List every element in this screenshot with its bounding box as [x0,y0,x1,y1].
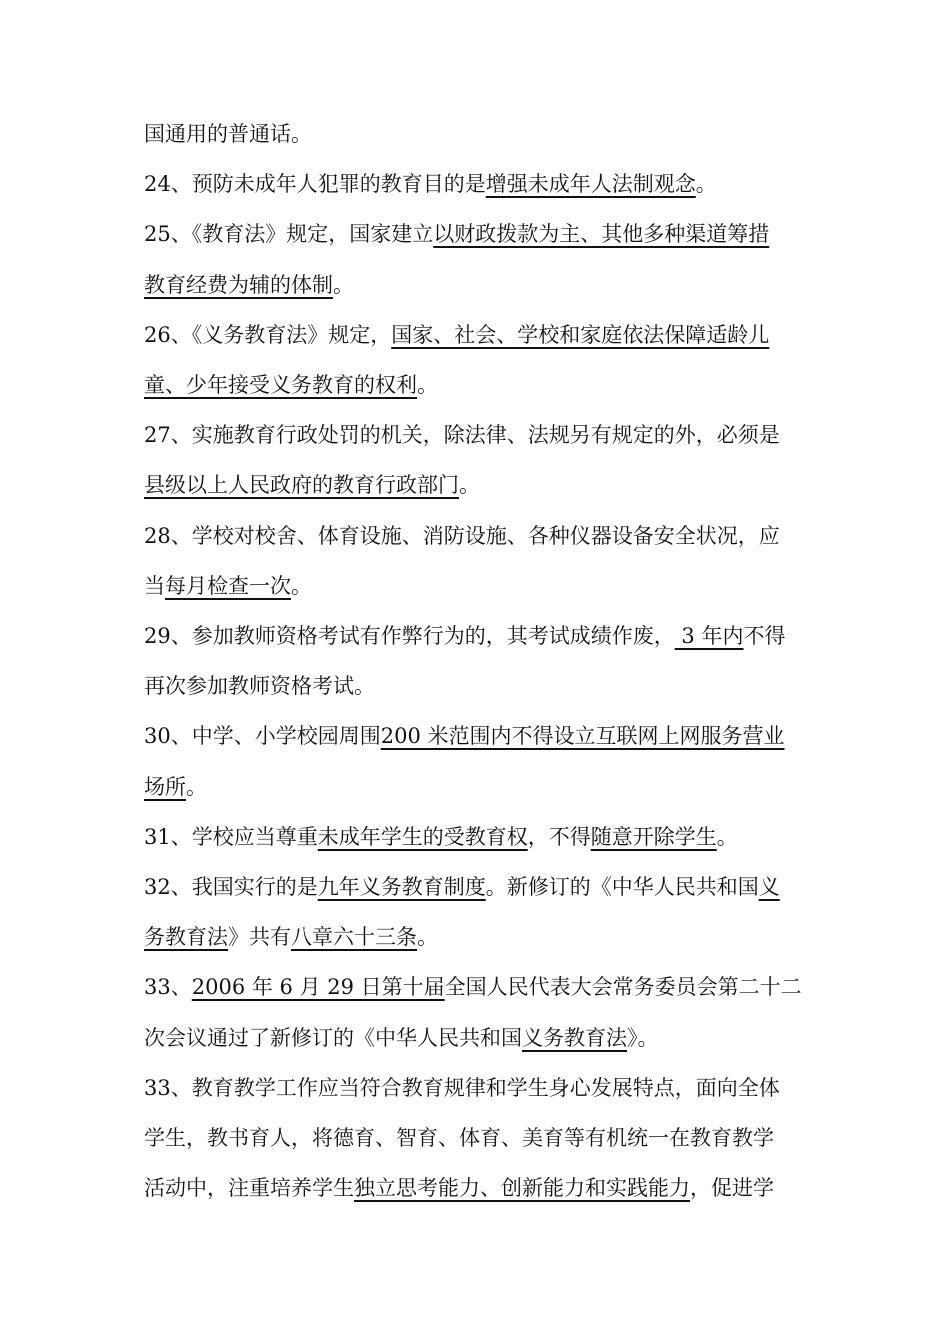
text-line [144,614,816,658]
text-segment: 不得 [743,624,786,648]
underlined-answer: 国家、社会、学校和家庭依法保障适龄儿 [391,322,770,347]
underlined-answer: 九年义务教育制度 [317,875,486,899]
text-segment: 再次参加教师资格考试。 [144,674,375,699]
text-segment: 。 [333,272,354,297]
underlined-answer: 八章六十三条 [291,925,417,950]
text-line [144,514,816,558]
text-line [144,714,816,758]
text-segment: 次会议通过了新修订的《中华人民共和国 [144,1025,522,1050]
text-segment: 28、学校对校舍、体育设施、消防设施、各种仪器设备安全状况，应 [144,523,780,548]
text-segment: 》。 [627,1025,659,1050]
underlined-answer: 独立思考能力、创新能力和实践能力 [354,1176,690,1201]
text-segment: 25、《教育法》规定，国家建立 [144,222,434,247]
text-segment: 24、预防未成年人犯罪的教育目的是 [144,172,486,197]
text-segment: ，不得 [527,824,591,849]
text-segment: 30、中学、小学校园周围 [144,724,381,749]
text-line [144,865,816,909]
text-segment: 。 [695,172,717,197]
text-line [144,212,816,256]
text-line [144,413,816,457]
text-segment: ，促进学 [690,1176,774,1201]
underlined-answer: 3 年内 [674,624,744,648]
text-line [144,263,816,307]
underlined-answer: 务教育法 [144,925,228,950]
text-segment: 学生，教书育人，将德育、智育、体育、美育等有机统一在教育教学 [144,1126,774,1150]
text-segment: 。新修订的《中华人民共和国 [485,875,759,899]
text-line [144,463,816,507]
text-line [144,915,816,959]
text-line [144,313,816,357]
text-line [144,815,816,859]
text-line [144,1066,816,1110]
text-line [144,765,816,809]
text-segment: 31、学校应当尊重 [144,824,318,849]
underlined-answer: 县级以上人民政府的教育行政部门 [144,473,459,498]
text-line [144,564,816,608]
text-segment: 全国人民代表大会常务委员会第二十二 [444,975,802,1000]
underlined-answer: 2006 年 6 月 29 日第十届 [191,975,445,1000]
text-line [144,363,816,407]
text-segment: 国通用的普通话。 [144,122,312,146]
text-segment: 活动中，注重培养学生 [144,1176,354,1201]
text-line [144,112,816,156]
underlined-answer: 未成年学生的受教育权 [317,824,528,849]
underlined-answer: 每月检查一次 [165,573,291,598]
text-segment: 32、我国实行的是 [144,875,318,899]
text-segment: 。 [291,573,312,598]
text-line [144,1016,816,1060]
text-segment: 》共有 [228,925,291,950]
text-segment: 。 [459,473,480,498]
underlined-answer: 场所 [144,774,186,799]
text-segment: 29、参加教师资格考试有作弊行为的，其考试成绩作废， [144,624,675,648]
text-segment: 。 [417,373,438,397]
text-segment: 。 [716,824,738,849]
text-line [144,664,816,708]
text-segment: 当 [144,573,165,598]
underlined-answer: 童、少年接受义务教育的权利 [144,373,417,397]
text-line [144,162,816,206]
underlined-answer: 增强未成年人法制观念 [485,172,696,197]
underlined-answer: 义 [758,875,780,899]
underlined-answer: 教育经费为辅的体制 [144,272,333,297]
text-segment: 。 [186,774,207,799]
underlined-answer: 200 米范围内不得设立互联网上网服务营业 [380,724,785,749]
underlined-answer: 以财政拨款为主、其他多种渠道筹措 [433,222,770,247]
underlined-answer: 义务教育法 [522,1025,627,1050]
text-line [144,1116,816,1160]
text-line [144,1166,816,1210]
text-segment: 。 [417,925,438,950]
text-line [144,965,816,1009]
underlined-answer: 随意开除学生 [590,824,717,849]
text-segment: 33、教育教学工作应当符合教育规律和学生身心发展特点，面向全体 [144,1075,780,1100]
text-segment: 26、《义务教育法》规定， [144,322,392,347]
text-segment: 27、实施教育行政处罚的机关，除法律、法规另有规定的外，必须是 [144,423,780,448]
text-segment: 33、 [144,975,192,1000]
